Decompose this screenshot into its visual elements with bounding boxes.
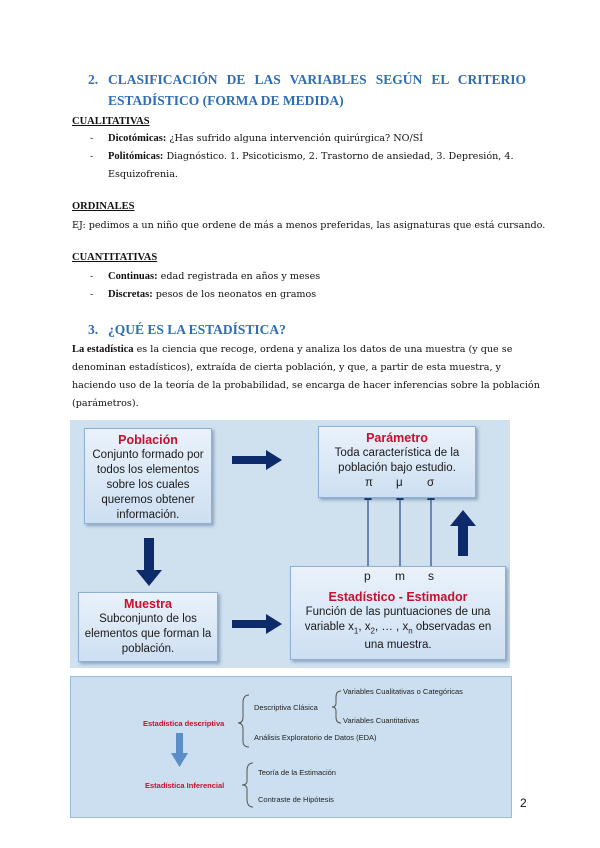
brace-icon xyxy=(332,691,341,723)
arrow-shaft xyxy=(176,733,183,755)
bullet-dash: - xyxy=(90,133,94,144)
variables-cualitativas-label: Variables Cualitativas o Categóricas xyxy=(343,687,463,696)
estimador-labels xyxy=(291,569,505,589)
bullet-dash: - xyxy=(90,151,94,162)
section-3-paragraph-line3: haciendo uso de la teoría de la probabilidad, se encarga de hacer inferencias sobre la población xyxy=(72,380,540,391)
population-sample-diagram xyxy=(70,420,510,668)
contraste-hipotesis-label: Contraste de Hipótesis xyxy=(258,795,334,804)
section-3-number: 3. xyxy=(88,322,99,337)
estimador-line: variable $x_1$, $x_2$, … , $x_n$ observadas en xyxy=(304,621,492,636)
teoria-estimacion-label: Teoría de la Estimación xyxy=(258,768,336,777)
estadistica-inferencial-label: Estadística Inferencial xyxy=(145,781,225,790)
cuantitativas-heading: CUANTITATIVAS xyxy=(72,252,158,263)
parametro-symbols xyxy=(319,476,475,491)
cualitativas-heading: CUALITATIVAS xyxy=(72,116,150,127)
poblacion-line: todos los elementos xyxy=(96,464,200,476)
cuantitativas-item-continuas: Continuas: edad registrada en años y meses xyxy=(108,271,321,282)
section-2-number: 2. xyxy=(88,72,99,87)
muestra-title: Muestra xyxy=(124,597,172,611)
arrow-right-icon xyxy=(232,614,282,634)
cuantitativas-item-discretas: Discretas: pesos de los neonatos en gramos xyxy=(108,289,317,300)
statistics-branches-diagram xyxy=(70,676,512,818)
brace-icon xyxy=(242,763,253,807)
cualitativas-item-politomicas: Politómicas: Diagnóstico. 1. Psicoticismo, 2. Trastorno de ansiedad, 3. Depresión, 4. xyxy=(108,151,514,162)
section-3-paragraph-line4: (parámetros). xyxy=(72,398,139,409)
ordinales-heading: ORDINALES xyxy=(72,201,135,212)
estimador-title: Estadístico - Estimador xyxy=(328,590,468,604)
poblacion-line: información. xyxy=(116,509,180,521)
variables-cuantitativas-label: Variables Cuantitativas xyxy=(343,716,420,725)
muestra-line: población. xyxy=(121,643,175,655)
section-2-title-line1: CLASIFICACIÓN DE LAS VARIABLES SEGÚN EL CRITERIO xyxy=(108,72,526,87)
poblacion-line: sobre los cuales xyxy=(106,479,190,491)
muestra-line: elementos que forman la xyxy=(84,628,212,640)
section-3-paragraph-line1: La estadística es la ciencia que recoge, ordena y analiza los datos de una muestra (y que se xyxy=(72,344,513,355)
arrow-down-icon xyxy=(136,538,162,586)
symbol-sigma: σ xyxy=(427,477,435,489)
parametro-title: Parámetro xyxy=(366,431,428,445)
cualitativas-item-politomicas-cont: Esquizofrenia. xyxy=(108,169,178,180)
bullet-dash: - xyxy=(90,271,94,282)
cualitativas-item-dicotomicas: Dicotómicas: ¿Has sufrido alguna intervención quirúrgica? NO/SÍ xyxy=(108,133,424,144)
label-s: s xyxy=(428,569,434,583)
muestra-line: Subconjunto de los xyxy=(99,613,197,625)
muestra-box xyxy=(78,592,218,662)
descriptiva-clasica-label: Descriptiva Clásica xyxy=(254,703,318,712)
label-p: p xyxy=(364,569,371,583)
section-2-title-line2: ESTADÍSTICO (FORMA DE MEDIDA) xyxy=(108,93,344,108)
parametro-line: Toda característica de la xyxy=(334,447,460,459)
page-number: 2 xyxy=(520,796,527,810)
poblacion-line: Conjunto formado por xyxy=(92,449,204,461)
ordinales-text: EJ: pedimos a un niño que ordene de más a menos preferidas, las asignaturas que está cursando. xyxy=(72,220,546,231)
bullet-dash: - xyxy=(90,289,94,300)
label-m: m xyxy=(395,569,405,583)
parametro-line: población bajo estudio. xyxy=(338,462,456,474)
arrow-right-icon xyxy=(232,450,282,470)
estadistica-descriptiva-label: Estadística descriptiva xyxy=(143,719,225,728)
section-3-paragraph-line2: denominan estadísticos), extraída de cierta población, y que, a partir de esta muestra, y xyxy=(72,362,501,373)
estimador-box xyxy=(290,566,506,660)
poblacion-box xyxy=(84,428,212,524)
symbol-mu: μ xyxy=(396,477,403,489)
arrow-up-icon xyxy=(450,510,476,556)
arrow-down-icon xyxy=(171,753,188,767)
poblacion-line: queremos obtener xyxy=(101,494,195,506)
estimador-line: una muestra. xyxy=(364,639,432,652)
eda-label: Análisis Exploratorio de Datos (EDA) xyxy=(254,733,377,742)
section-3-title: ¿QUÉ ES LA ESTADÍSTICA? xyxy=(108,322,286,337)
symbol-pi: π xyxy=(365,477,373,489)
parametro-box xyxy=(318,426,476,498)
poblacion-title: Población xyxy=(118,433,178,447)
brace-icon xyxy=(238,695,249,747)
estimador-line: Función de las puntuaciones de una xyxy=(305,606,491,618)
